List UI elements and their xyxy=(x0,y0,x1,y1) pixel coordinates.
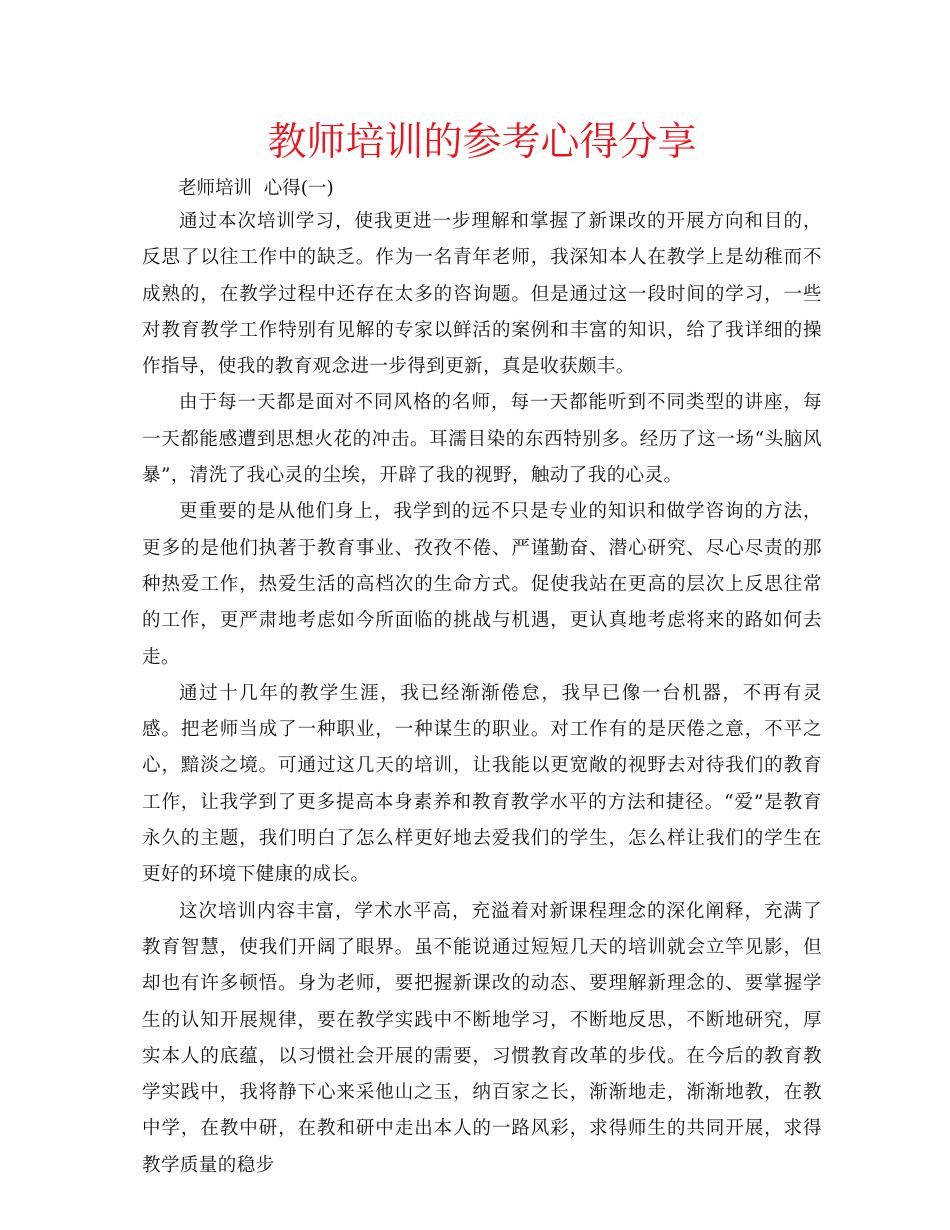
body-paragraph-2: 由于每一天都是面对不同风格的名师，每一天都能听到不同类型的讲座，每一天都能感遭到思想火花的冲击。耳濡目染的东西特别多。经历了这一场“头脑风暴”，清洗了我心灵的尘埃，开辟了我的视野，触动了我的心灵。 xyxy=(142,392,822,487)
document-subtitle: 老师培训 心得(一) xyxy=(178,178,334,199)
document-page xyxy=(142,112,822,1184)
body-paragraph-3: 更重要的是从他们身上，我学到的远不只是专业的知识和做学咨询的方法，更多的是他们执著于教育事业、孜孜不倦、严谨勤奋、潜心研究、尽心尽责的那种热爱工作，热爱生活的高档次的生命方式。促使我站在更高的层次上反思往常的工作，更严肃地考虑如今所面临的挑战与机遇，更认真地考虑将来的路如何去走。 xyxy=(142,501,822,668)
body-paragraph-1: 通过本次培训学习，使我更进一步理解和掌握了新课改的开展方向和目的，反思了以往工作中的缺乏。作为一名青年老师，我深知本人在教学上是幼稚而不成熟的，在教学过程中还存在太多的咨询题。但是通过这一段时间的学习，一些对教育教学工作特别有见解的专家以鲜活的案例和丰富的知识，给了我详细的操作指导，使我的教育观念进一步得到更新，真是收获颇丰。 xyxy=(142,211,822,378)
body-paragraph-4: 通过十几年的教学生涯，我已经渐渐倦怠，我早已像一台机器，不再有灵感。把老师当成了一种职业，一种谋生的职业。对工作有的是厌倦之意，不平之心，黯淡之境。可通过这几天的培训，让我能以更宽敞的视野去对待我们的教育工作，让我学到了更多提高本身素养和教育教学水平的方法和捷径。“爱”是教育永久的主题，我们明白了怎么样更好地去爱我们的学生，怎么样让我们的学生在更好的环境下健康的成长。 xyxy=(142,682,822,886)
body-paragraph-5: 这次培训内容丰富，学术水平高，充溢着对新课程理念的深化阐释，充满了教育智慧，使我们开阔了眼界。虽不能说通过短短几天的培训就会立竿见影，但却也有许多顿悟。身为老师，要把握新课改的动态、要理解新理念的、要掌握学生的认知开展规律，要在教学实践中不断地学习，不断地反思，不断地研究，厚实本人的底蕴，以习惯社会开展的需要，习惯教育改革的步伐。在今后的教育教学实践中，我将静下心来采他山之玉，纳百家之长，渐渐地走，渐渐地教，在教中学，在教中研，在教和研中走出本人的一路风彩，求得师生的共同开展，求得教学质量的稳步 xyxy=(142,900,822,1176)
document-title: 教师培训的参考心得分享 xyxy=(267,120,697,165)
